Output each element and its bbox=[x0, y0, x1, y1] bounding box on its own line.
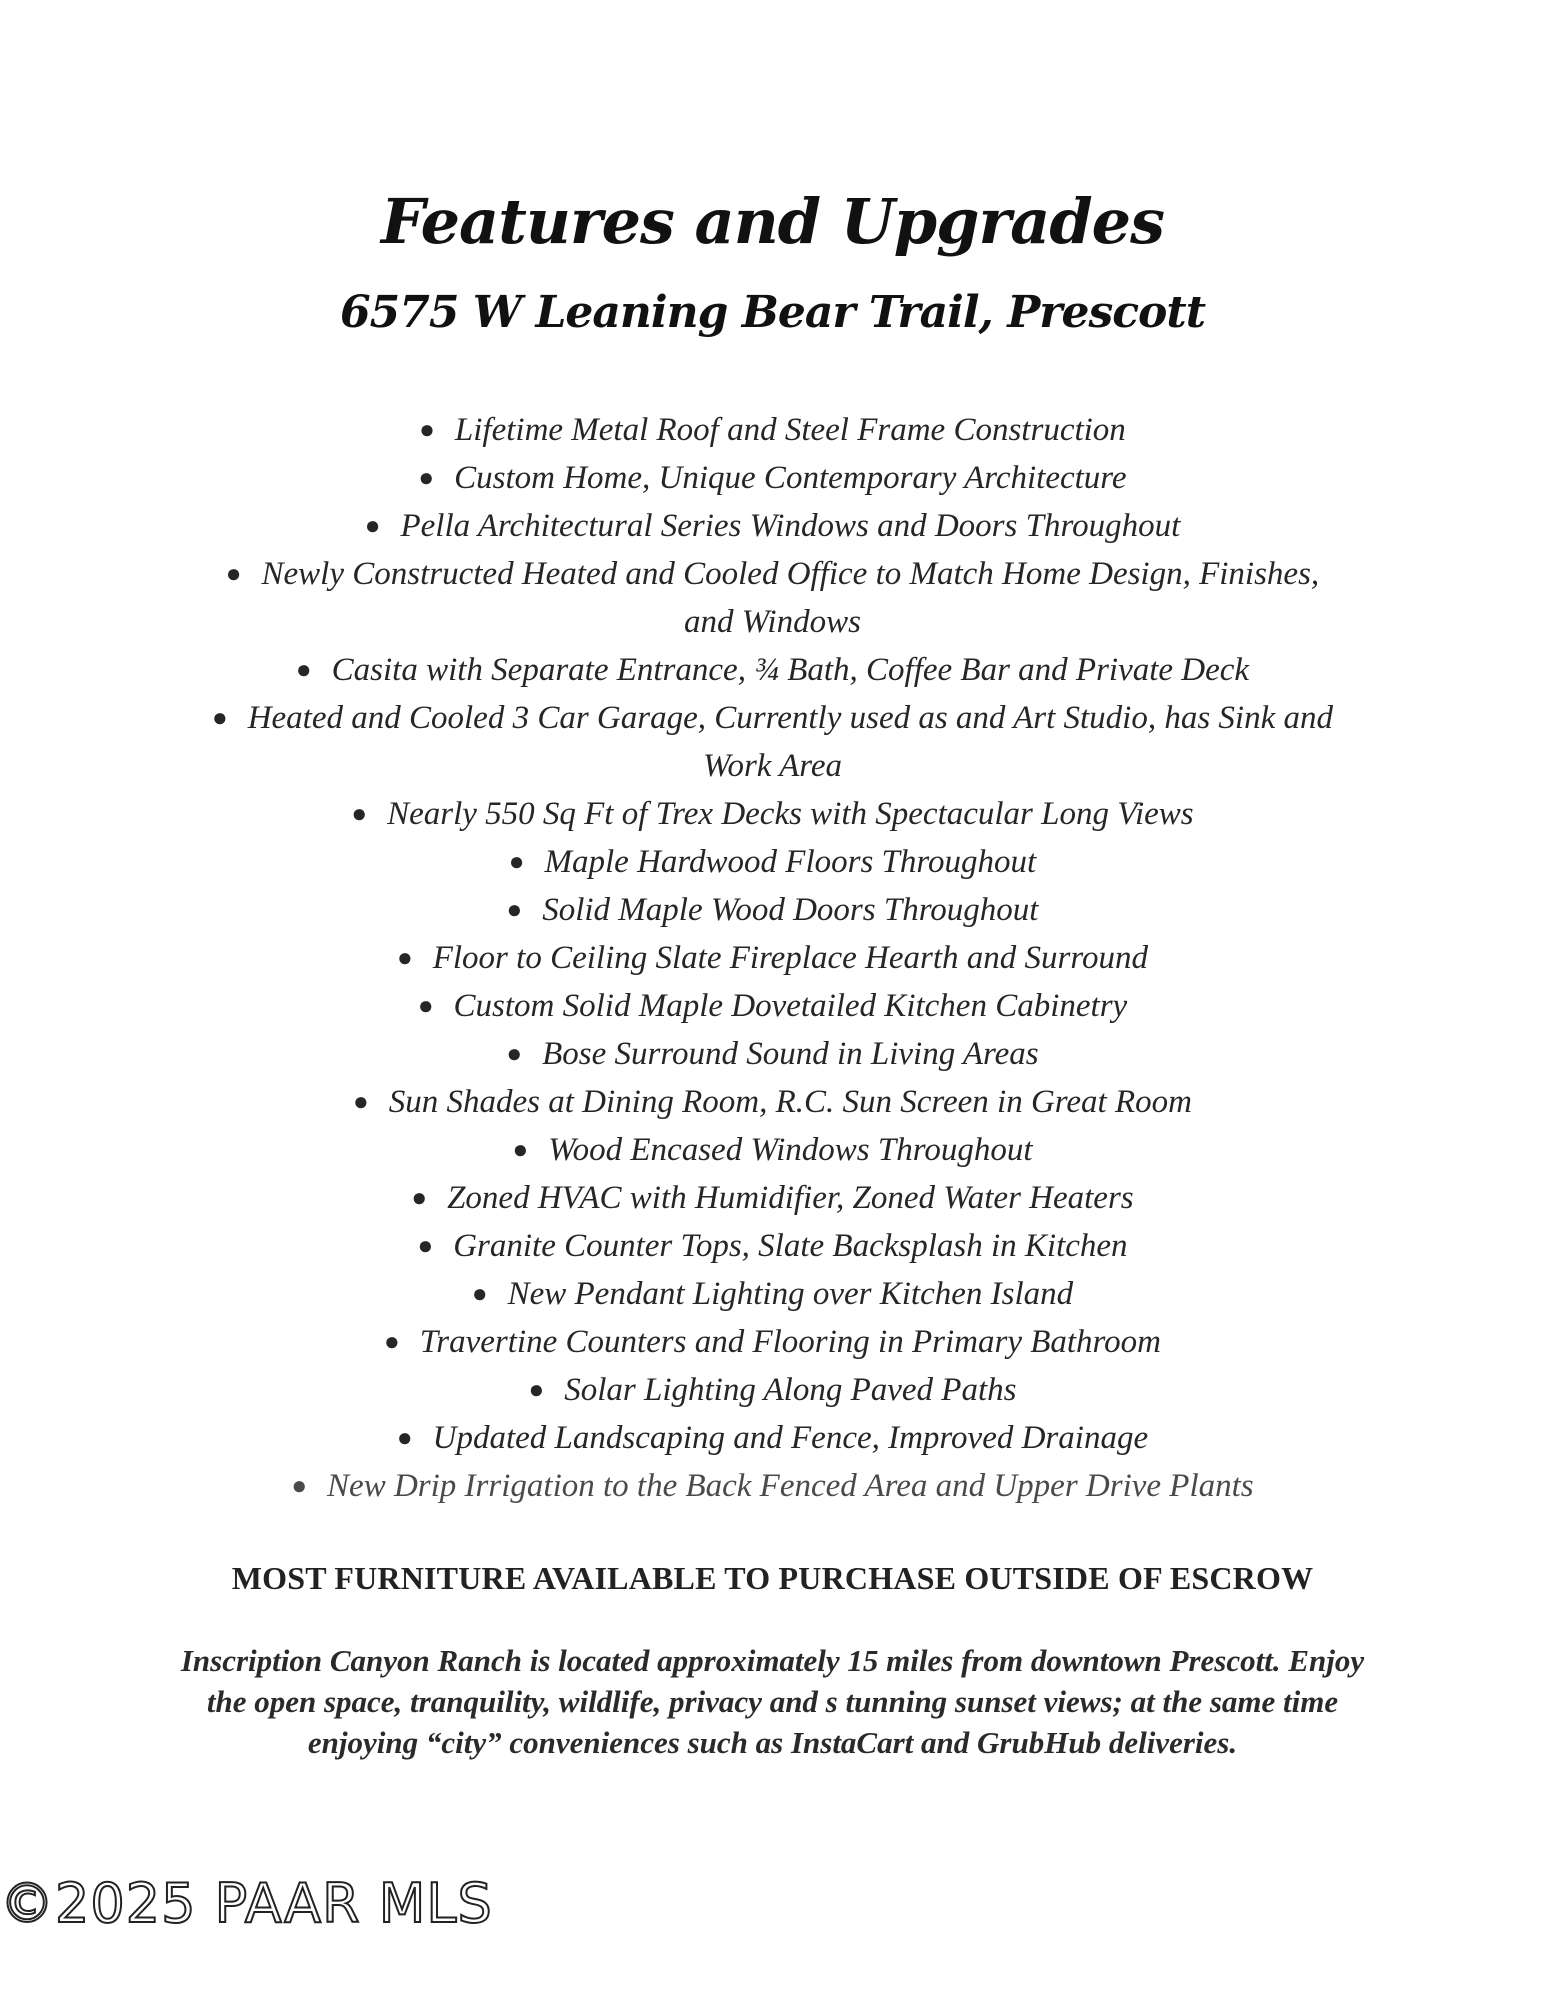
bullet-icon: ● bbox=[397, 943, 413, 972]
feature-text: Custom Home, Unique Contemporary Architecture bbox=[454, 460, 1127, 496]
feature-text: Nearly 550 Sq Ft of Trex Decks with Spectacular Long Views bbox=[387, 796, 1194, 832]
bullet-icon: ● bbox=[396, 1423, 413, 1452]
feature-text: Granite Counter Tops, Slate Backsplash in Kitchen bbox=[453, 1228, 1128, 1264]
list-item bbox=[200, 1174, 1345, 1222]
feature-text: Newly Constructed Heated and Cooled Office to Match Home Design, Finishes, and Windows bbox=[261, 556, 1320, 640]
bullet-icon: ● bbox=[384, 1327, 400, 1356]
bullet-icon: ● bbox=[291, 1471, 308, 1500]
list-item bbox=[200, 1366, 1345, 1414]
location-blurb: Inscription Canyon Ranch is located approximately 15 miles from downtown Prescott. Enjoy the open space, tranquility, wildlife, privacy and s tunning sunset views; at the same time enjoying “city” conveniences such as InstaCart and GrubHub deliveries. bbox=[180, 1643, 1365, 1760]
list-item bbox=[200, 886, 1345, 934]
feature-text: Heated and Cooled 3 Car Garage, Currently used as and Art Studio, has Sink and Work Area bbox=[247, 700, 1333, 784]
bullet-icon: ● bbox=[512, 1135, 529, 1164]
feature-text: New Drip Irrigation to the Back Fenced Area and Upper Drive Plants bbox=[327, 1468, 1254, 1504]
bullet-icon: ● bbox=[506, 1039, 523, 1068]
list-item bbox=[200, 1462, 1345, 1510]
bullet-icon: ● bbox=[411, 1183, 428, 1212]
list-item bbox=[200, 1270, 1345, 1318]
list-item bbox=[200, 982, 1345, 1030]
list-item bbox=[200, 646, 1345, 694]
feature-text: Solid Maple Wood Doors Throughout bbox=[542, 892, 1039, 928]
list-item bbox=[200, 406, 1345, 454]
bullet-icon: ● bbox=[353, 1087, 369, 1116]
page-title: Features and Upgrades bbox=[380, 185, 1165, 258]
list-item bbox=[200, 694, 1345, 790]
list-item bbox=[200, 934, 1345, 982]
copyright-watermark: ©2025 PAAR MLS bbox=[0, 1872, 493, 1935]
list-item bbox=[200, 1126, 1345, 1174]
bullet-icon: ● bbox=[419, 415, 435, 444]
feature-text: Sun Shades at Dining Room, R.C. Sun Screen in Great Room bbox=[388, 1084, 1192, 1120]
list-item bbox=[200, 454, 1345, 502]
bullet-icon: ● bbox=[417, 1231, 434, 1260]
feature-text: Maple Hardwood Floors Throughout bbox=[544, 844, 1037, 880]
list-item bbox=[200, 550, 1345, 646]
feature-text: New Pendant Lighting over Kitchen Island bbox=[507, 1276, 1074, 1312]
feature-text: Custom Solid Maple Dovetailed Kitchen Cabinetry bbox=[453, 988, 1128, 1024]
feature-list bbox=[200, 406, 1345, 1510]
list-item bbox=[200, 1078, 1345, 1126]
property-address: 6575 W Leaning Bear Trail, Prescott bbox=[339, 287, 1206, 338]
feature-text: Floor to Ceiling Slate Fireplace Hearth and Surround bbox=[432, 940, 1148, 976]
feature-text: Bose Surround Sound in Living Areas bbox=[542, 1036, 1039, 1072]
feature-text: Lifetime Metal Roof and Steel Frame Construction bbox=[454, 412, 1126, 448]
bullet-icon: ● bbox=[528, 1375, 545, 1404]
bullet-icon: ● bbox=[417, 991, 434, 1020]
list-item bbox=[200, 838, 1345, 886]
feature-text: Zoned HVAC with Humidifier, Zoned Water Heaters bbox=[447, 1180, 1134, 1216]
bullet-icon: ● bbox=[211, 703, 228, 732]
bullet-icon: ● bbox=[225, 559, 242, 588]
list-item bbox=[200, 1222, 1345, 1270]
feature-text: Casita with Separate Entrance, ¾ Bath, Coffee Bar and Private Deck bbox=[331, 652, 1250, 688]
bullet-icon: ● bbox=[295, 655, 312, 684]
feature-text: Solar Lighting Along Paved Paths bbox=[564, 1372, 1017, 1408]
feature-text: Pella Architectural Series Windows and Doors Throughout bbox=[400, 508, 1181, 544]
bullet-icon: ● bbox=[471, 1279, 488, 1308]
bullet-icon: ● bbox=[364, 511, 381, 540]
bullet-icon: ● bbox=[418, 463, 435, 492]
bullet-icon: ● bbox=[351, 799, 368, 828]
feature-text: Travertine Counters and Flooring in Primary Bathroom bbox=[419, 1324, 1161, 1360]
feature-text: Wood Encased Windows Throughout bbox=[548, 1132, 1033, 1168]
list-item bbox=[200, 1318, 1345, 1366]
bullet-icon: ● bbox=[508, 847, 525, 876]
bullet-icon: ● bbox=[506, 895, 523, 924]
feature-text: Updated Landscaping and Fence, Improved Drainage bbox=[432, 1420, 1149, 1456]
furniture-note: MOST FURNITURE AVAILABLE TO PURCHASE OUTSIDE OF ESCROW bbox=[231, 1560, 1314, 1596]
list-item bbox=[200, 1414, 1345, 1462]
list-item bbox=[200, 502, 1345, 550]
list-item bbox=[200, 1030, 1345, 1078]
list-item bbox=[200, 790, 1345, 838]
